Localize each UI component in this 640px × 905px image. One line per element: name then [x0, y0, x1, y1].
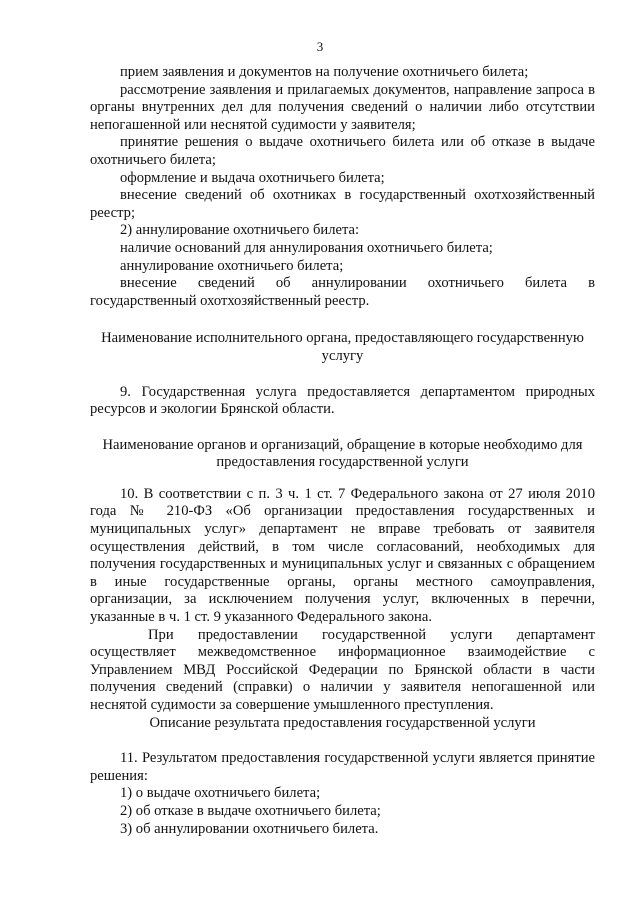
list-item: внесение сведений об охотниках в государственный охотхозяйственный реестр;: [90, 187, 595, 221]
list-item: 3) об аннулировании охотничьего билета.: [120, 820, 379, 837]
document-body: [90, 64, 595, 838]
section-heading: Наименование исполнительного органа, предоставляющего государственную услугу: [101, 330, 584, 364]
list-item: прием заявления и документов на получение охотничьего билета;: [120, 64, 529, 80]
list-item: аннулирование охотничьего билета;: [120, 257, 344, 274]
paragraph-10: 10. В соответствии с п. 3 ч. 1 ст. 7 Федерального закона от 27 июля 2010 года № 210-ФЗ «Об организации предоставления государственных и муниципальных услуг» департамент не вправе требовать от заявителя осуществления действий, в том числе согласований, необходимых для получения государственных и муниципальных услуг и связанных с обращением в иные государственные органы, органы местного самоуправления, организации, за исключением получения услуг, включенных в перечни, указанные в ч. 1 ст. 9 указанного Федерального закона.: [90, 485, 595, 626]
list-item: 2) об отказе в выдаче охотничьего билета;: [120, 802, 381, 819]
list-item: оформление и выдача охотничьего билета;: [120, 169, 385, 186]
paragraph-11: 11. Результатом предоставления государственной услуги является принятие решения:: [90, 750, 595, 784]
section-heading: Наименование органов и организаций, обращение в которые необходимо для предоставления государственной услуги: [102, 436, 583, 471]
list-item: внесение сведений об аннулировании охотничьего билета в государственный охотхозяйственный реестр.: [90, 275, 595, 309]
page-number: 3: [316, 39, 324, 54]
paragraph-10-continued: При предоставлении государственной услуги департамент осуществляет межведомственное информационное взаимодействие с Управлением МВД Российской Федерации по Брянской области в части получения сведений (справки) о наличии у заявителя непогашенной или неснятой судимости за совершение умышленного преступления.: [90, 626, 595, 713]
list-item: рассмотрение заявления и прилагаемых документов, направление запроса в органы внутренних дел для получения сведений о наличии либо отсутствии непогашенной или неснятой судимости у заявителя;: [90, 81, 595, 133]
paragraph-9: 9. Государственная услуга предоставляется департаментом природных ресурсов и экологии Брянской области.: [90, 383, 595, 418]
list-item: 2) аннулирование охотничьего билета:: [120, 222, 360, 239]
list-item: принятие решения о выдаче охотничьего билета или об отказе в выдаче охотничьего билета;: [90, 134, 595, 168]
list-item: наличие оснований для аннулирования охотничьего билета;: [120, 239, 493, 256]
list-item: 1) о выдаче охотничьего билета;: [120, 785, 321, 802]
section-heading: Описание результата предоставления государственной услуги: [149, 714, 536, 731]
